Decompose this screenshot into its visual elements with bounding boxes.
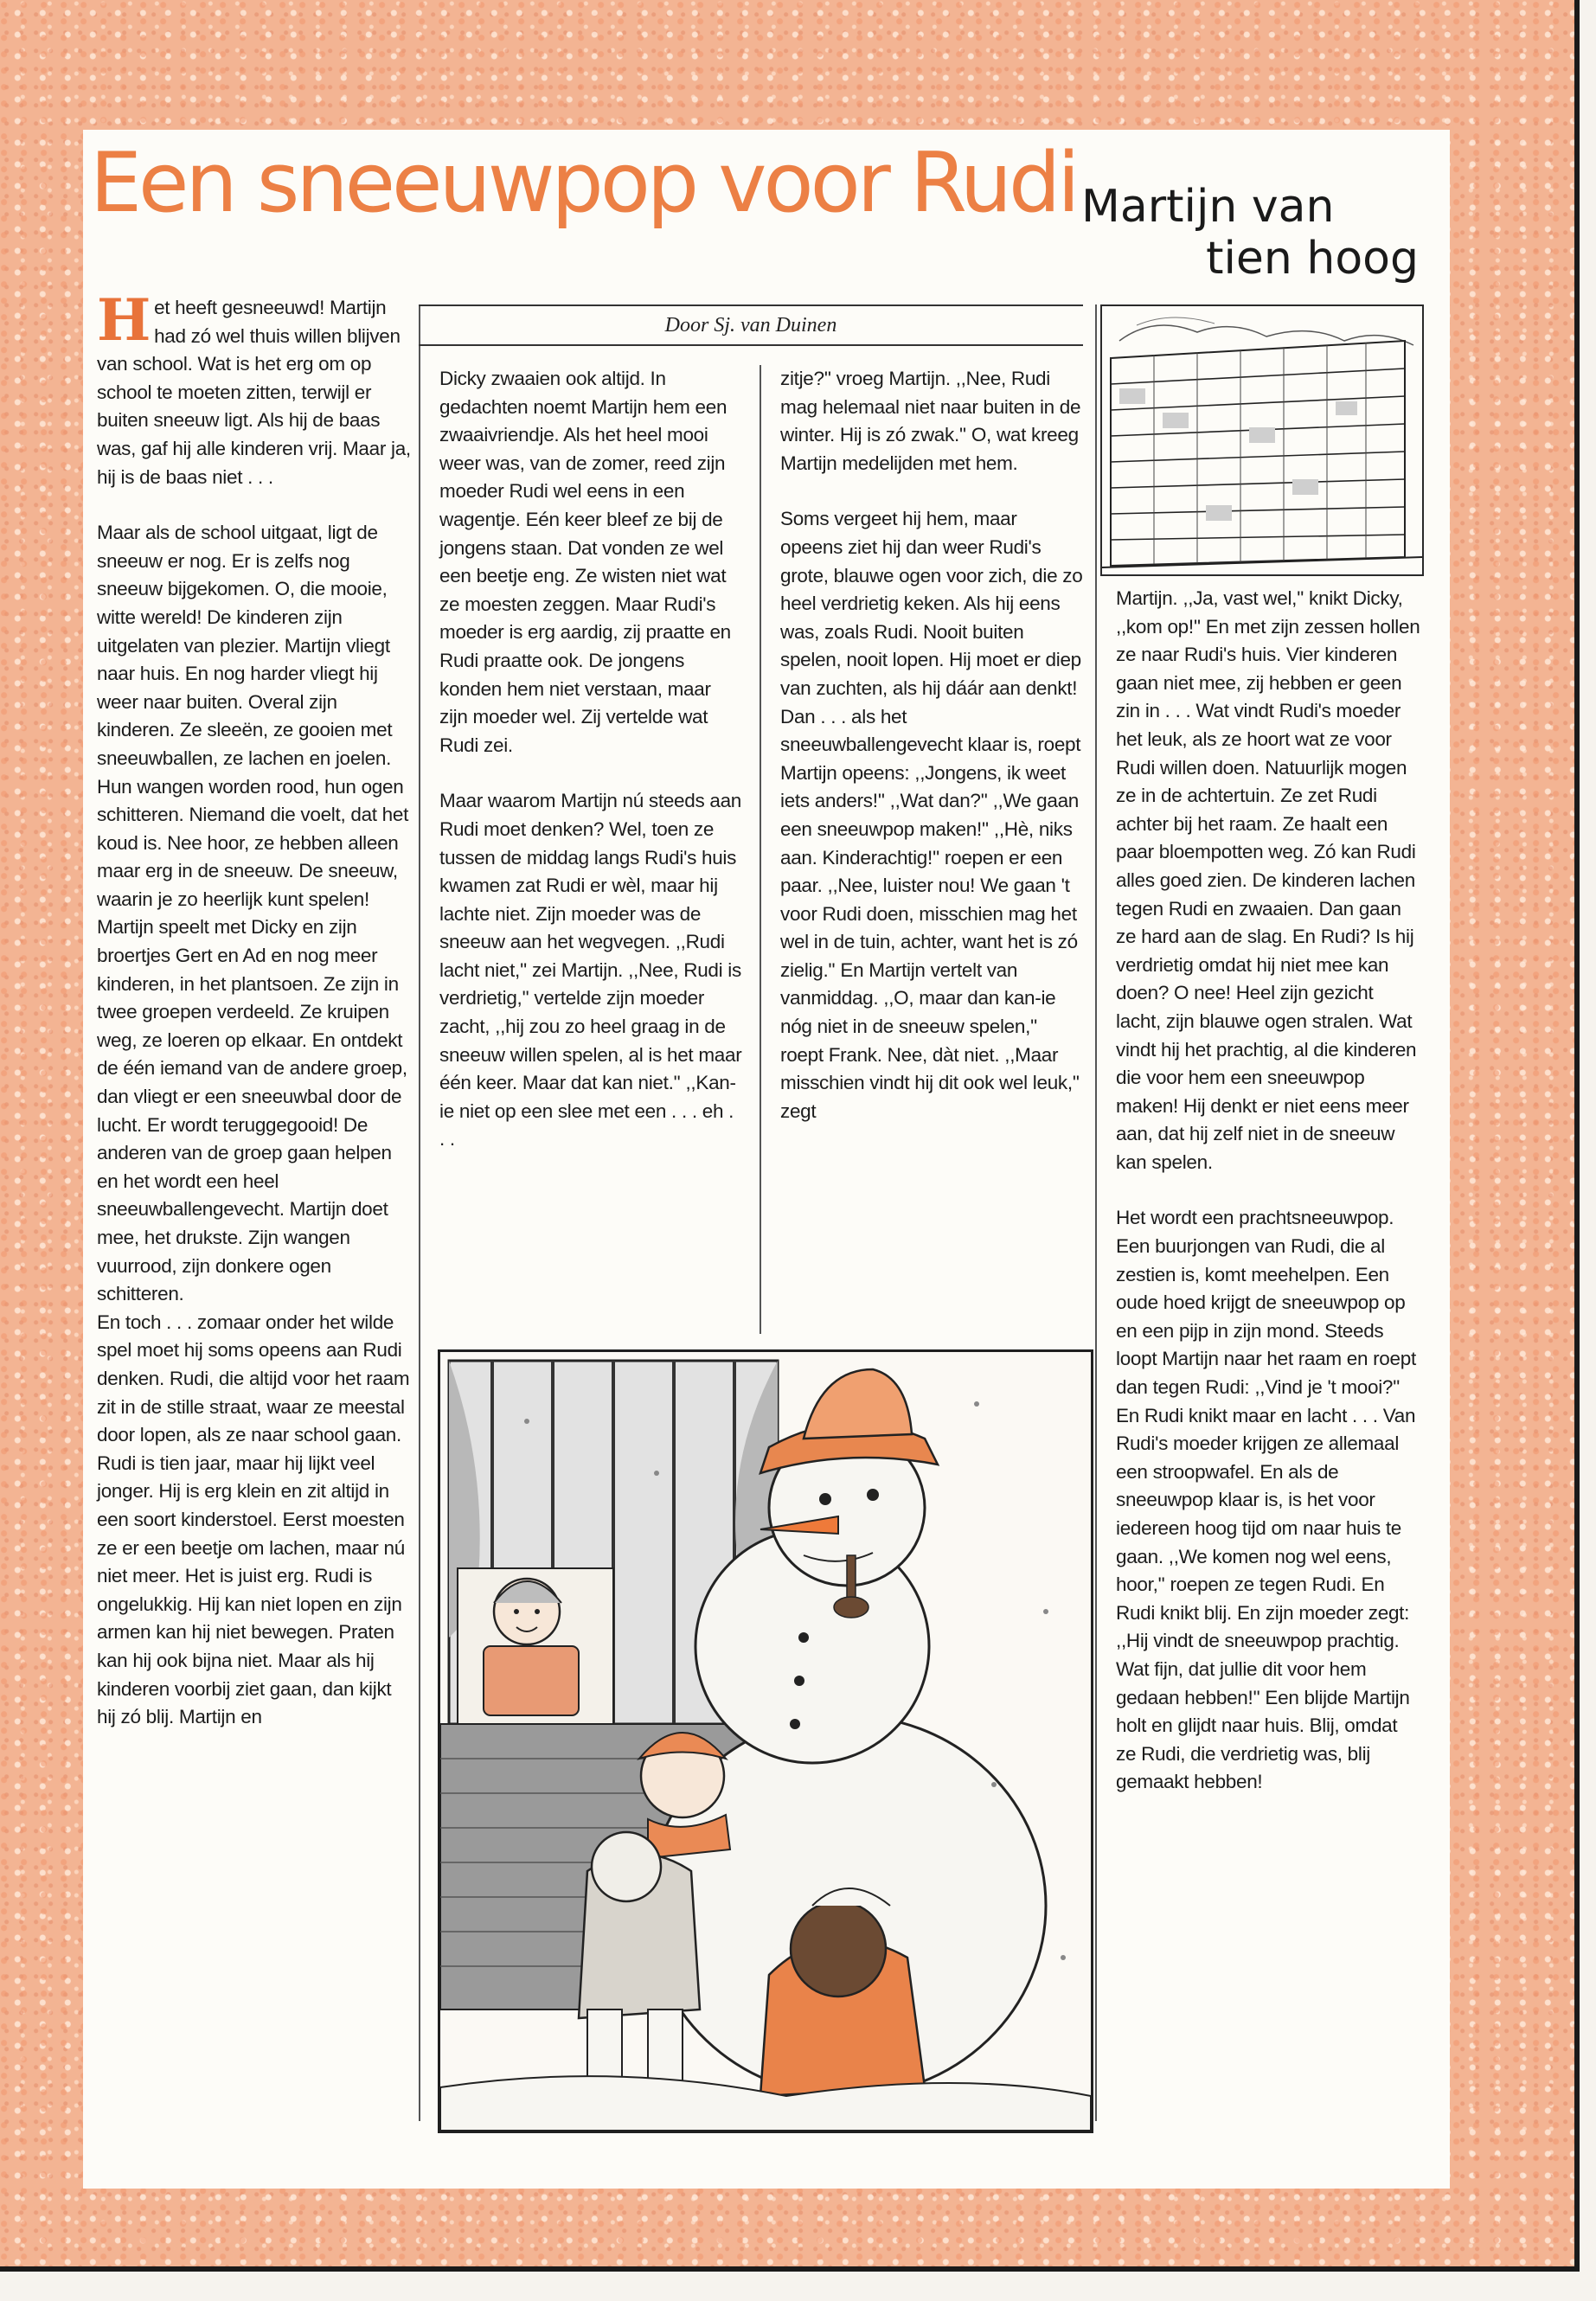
- paragraph: Martijn. ,,Ja, vast wel,'' knikt Dicky, ,,kom op!'' En met zijn zessen hollen ze naar Rudi's huis. Vier kinderen gaan niet mee, zij hebben er geen zin in . . . Wat vindt Rudi's moeder het leuk, als ze hoort wat ze voor Rudi willen doen. Natuurlijk mogen ze in de achtertuin. Ze zet Rudi achter bij het raam. Ze haalt een paar bloempotten weg. Zó kan Rudi alles goed zien. De kinderen lachen tegen Rudi en zwaaien. Dan gaan ze hard aan de slag. En Rudi? Is hij verdrietig omdat hij niet mee kan doen? O nee! Heel zijn gezicht lacht, zijn blauwe ogen stralen. Wat vindt hij het prachtig, al die kinderen die voor hem een sneeuwpop maken! Hij denkt er niet eens meer aan, dat hij zelf niet in de sneeuw kan spelen.: [1116, 587, 1420, 1173]
- paragraph: Het heeft gesneeuwd! Martijn had zó wel thuis willen blijven van school. Wat is het erg om op school te moeten zitten, terwijl er buiten sneeuw ligt. Als hij de baas was, gaf hij alle kinderen vrij. Maar ja, hij is de baas niet . . .: [97, 286, 411, 488]
- text-column-1: [97, 286, 413, 1732]
- apartment-building-illustration: [1100, 304, 1424, 576]
- text-column-3: [780, 365, 1083, 1125]
- paragraph: En toch . . . zomaar onder het wilde spel moet hij soms opeens aan Rudi denken. Rudi, die altijd voor het raam zit in de stille straat, waar ze meestal door lopen, als ze naar school gaan. Rudi is tien jaar, maar hij lijkt veel jonger. Hij is erg klein en zit altijd in een soort kinderstoel. Eerst moesten ze er een beetje om lachen, maar nú niet meer. Het is juist erg. Rudi is ongelukkig. Hij kan niet lopen en zijn armen kan hij niet bewegen. Praten kan hij ook bijna niet. Maar als hij kinderen voorbij ziet gaan, dan kijkt hij zó blij. Martijn en: [97, 1311, 410, 1728]
- paragraph: Maar waarom Martijn nú steeds aan Rudi moet denken? Wel, toen ze tussen de middag langs Rudi's huis kwamen zat Rudi er wèl, maar hij lachte niet. Zijn moeder was de sneeuw aan het wegvegen. ,,Rudi lacht niet,'' zei Martijn. ,,Nee, Rudi is verdrietig,'' vertelde zijn moeder zacht, ,,hij zou zo heel graag in de sneeuw willen spelen, al is het maar één keer. Maar dat kan niet.'' ,,Kan-ie niet op een slee met een . . . eh . . .: [439, 790, 742, 1150]
- drop-cap: H: [97, 286, 151, 354]
- apartment-building-drawing: [1102, 306, 1422, 574]
- paragraph: Dan . . . als het sneeuwballengevecht klaar is, roept Martijn opeens: ,,Jongens, ik weet iets anders!'' ,,Wat dan?'' ,,We gaan een sneeuwpop maken!'' ,,Hè, niks aan. Kinderachtig!'' roepen er een paar. ,,Nee, luister nou! We gaan 't voor Rudi doen, misschien mag het wel in de tuin, achter, want het is zó zielig.'' En Martijn vertelt van vanmiddag. ,,O, maar dan kan-ie nóg niet in de sneeuw spelen,'' roept Frank. Nee, dàt niet. ,,Maar misschien vindt hij dit ook wel leuk,'' zegt: [780, 705, 1081, 1122]
- snowman-scene-drawing: [440, 1352, 1091, 2131]
- column-divider: [419, 304, 420, 2121]
- byline: Door Sj. van Duinen: [419, 304, 1083, 346]
- article-title: Een sneeuwpop voor Rudi: [90, 136, 1077, 231]
- series-title: [1081, 182, 1419, 285]
- paragraph: Martijn speelt met Dicky en zijn broertjes Gert en Ad en nog meer kinderen, in het plantsoen. Ze zijn in twee groepen verdeeld. Ze kruipen weg, ze loeren op elkaar. En ontdekt de één iemand van de andere groep, dan vliegt er een sneeuwbal door de lucht. Er wordt teruggegooid! De anderen van de groep gaan helpen en het wordt een heel sneeuwballengevecht. Martijn doet mee, het drukste. Zijn wangen vuurrood, zijn donkere ogen schitteren.: [97, 916, 407, 1305]
- text-column-4: [1116, 585, 1420, 1797]
- text-column-2: [439, 365, 742, 1154]
- series-title-line-2: tien hoog: [1206, 232, 1419, 285]
- snowman-illustration: [438, 1349, 1093, 2133]
- column-divider: [760, 365, 761, 1334]
- paragraph: Het wordt een prachtsneeuwpop. Een buurjongen van Rudi, die al zestien is, komt meehelpen. Een oude hoed krijgt de sneeuwpop op en een pijp in zijn mond. Steeds loopt Martijn naar het raam en roept dan tegen Rudi: ,,Vind je 't mooi?'' En Rudi knikt maar en lacht . . . Van Rudi's moeder krijgen ze allemaal een stroopwafel. En als de sneeuwpop klaar is, is het voor iedereen hoog tijd om naar huis te gaan. ,,We komen nog wel eens, hoor,'' roepen ze tegen Rudi. En Rudi knikt blij. En zijn moeder zegt: ,,Hij vindt de sneeuwpop prachtig. Wat fijn, dat jullie dit voor hem gedaan hebben!'' Een blijde Martijn holt en glijdt naar huis. Blij, omdat ze Rudi, die verdrietig was, blij gemaakt hebben!: [1116, 1207, 1416, 1793]
- paragraph: zitje?'' vroeg Martijn. ,,Nee, Rudi mag helemaal niet naar buiten in de winter. Hij is zó zwak.'' O, wat kreeg Martijn medelijden met hem.: [780, 368, 1081, 474]
- paragraph: Maar als de school uitgaat, ligt de sneeuw er nog. Er is zelfs nog sneeuw bijgekomen. O, die mooie, witte wereld! De kinderen zijn uitgelaten van plezier. Martijn vliegt naar huis. En nog harder vliegt hij weer naar buiten. Overal zijn kinderen. Ze sleeën, ze gooien met sneeuwballen, ze lachen en joelen. Hun wangen worden rood, hun ogen schitteren. Niemand die voelt, dat het koud is. Nee hoor, ze hebben alleen maar erg in de sneeuw. De sneeuw, waarin je zo heerlijk kunt spelen!: [97, 522, 409, 910]
- paragraph: Soms vergeet hij hem, maar opeens ziet hij dan weer Rudi's grote, blauwe ogen voor zich, die zo heel verdrietig keken. Als hij eens was, zoals Rudi. Nooit buiten spelen, nooit lopen. Hij moet er diep van zuchten, als hij dáár aan denkt!: [780, 508, 1083, 699]
- series-title-line-1: Martijn van: [1081, 181, 1335, 233]
- column-divider: [1095, 304, 1097, 2121]
- paragraph: Dicky zwaaien ook altijd. In gedachten noemt Martijn hem een zwaaivriendje. Als het heel mooi weer was, van de zomer, reed zijn moeder Rudi wel eens in een wagentje. Eén keer bleef ze bij de jongens staan. Dat vonden ze wel een beetje eng. Ze wisten niet wat ze moesten zeggen. Maar Rudi's moeder is erg aardig, zij praatte en Rudi praatte ook. De jongens konden hem niet verstaan, maar zijn moeder wel. Zij vertelde wat Rudi zei.: [439, 368, 731, 756]
